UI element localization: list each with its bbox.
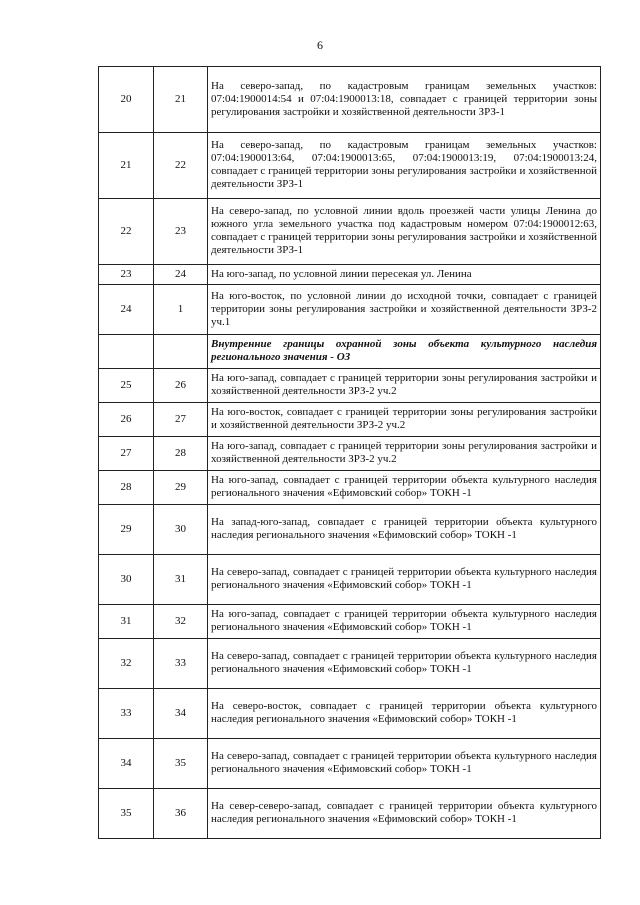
point-to: 34	[154, 689, 208, 739]
point-from: 20	[99, 67, 154, 133]
boundary-description: На юго-запад, по условной линии пересекая ул. Ленина	[208, 265, 601, 285]
point-from: 34	[99, 739, 154, 789]
point-to: 32	[154, 605, 208, 639]
table-row	[99, 67, 601, 133]
section-heading-row	[99, 335, 601, 369]
boundary-description: На юго-восток, по условной линии до исходной точки, совпадает с границей территории зоны регулирования застройки и хозяйственной деятельности ЗРЗ-2 уч.1	[208, 285, 601, 335]
table-row	[99, 689, 601, 739]
boundary-description: На юго-восток, совпадает с границей территории зоны регулирования застройки и хозяйственной деятельности ЗРЗ-2 уч.2	[208, 403, 601, 437]
point-to: 30	[154, 505, 208, 555]
point-to: 35	[154, 739, 208, 789]
point-from: 24	[99, 285, 154, 335]
boundary-description: На северо-запад, по кадастровым границам земельных участков: 07:04:1900013:64, 07:04:1900013:65, 07:04:1900013:19, 07:04:1900013:24, совпадает с границей территории зоны регулирования застройки и хозяйственной деятельности ЗРЗ-1	[208, 133, 601, 199]
boundary-description: На северо-запад, по условной линии вдоль проезжей части улицы Ленина до южного угла земельного участка под кадастровым номером 07:04:1900012:63, совпадает с границей территории зоны регулирования застройки и хозяйственной деятельности ЗРЗ-1	[208, 199, 601, 265]
point-to: 23	[154, 199, 208, 265]
point-from	[99, 335, 154, 369]
table-row	[99, 369, 601, 403]
point-from: 31	[99, 605, 154, 639]
point-to: 33	[154, 639, 208, 689]
point-to: 1	[154, 285, 208, 335]
point-from: 21	[99, 133, 154, 199]
point-to: 31	[154, 555, 208, 605]
point-to: 36	[154, 789, 208, 839]
boundary-description: На юго-запад, совпадает с границей территории объекта культурного наследия регионального значения «Ефимовский собор» ТОКН -1	[208, 605, 601, 639]
boundary-table	[98, 66, 601, 839]
boundary-description: На юго-запад, совпадает с границей территории зоны регулирования застройки и хозяйственной деятельности ЗРЗ-2 уч.2	[208, 369, 601, 403]
boundary-description: На северо-запад, совпадает с границей территории объекта культурного наследия регионального значения «Ефимовский собор» ТОКН -1	[208, 739, 601, 789]
point-from: 26	[99, 403, 154, 437]
table-row	[99, 639, 601, 689]
table-row	[99, 555, 601, 605]
table-row	[99, 471, 601, 505]
point-from: 35	[99, 789, 154, 839]
table-row	[99, 403, 601, 437]
section-heading: Внутренние границы охранной зоны объекта культурного наследия регионального значения - ОЗ	[208, 335, 601, 369]
point-from: 30	[99, 555, 154, 605]
table-row	[99, 605, 601, 639]
point-to: 26	[154, 369, 208, 403]
table-row	[99, 199, 601, 265]
table-row	[99, 265, 601, 285]
table-row	[99, 437, 601, 471]
boundary-description: На северо-запад, по кадастровым границам земельных участков: 07:04:1900014:54 и 07:04:1900013:18, совпадает с границей территории зоны регулирования застройки и хозяйственной деятельности ЗРЗ-1	[208, 67, 601, 133]
point-from: 25	[99, 369, 154, 403]
point-from: 23	[99, 265, 154, 285]
point-to: 28	[154, 437, 208, 471]
point-from: 32	[99, 639, 154, 689]
point-from: 29	[99, 505, 154, 555]
boundary-description: На запад-юго-запад, совпадает с границей территории объекта культурного наследия регионального значения «Ефимовский собор» ТОКН -1	[208, 505, 601, 555]
boundary-description: На северо-запад, совпадает с границей территории объекта культурного наследия регионального значения «Ефимовский собор» ТОКН -1	[208, 555, 601, 605]
table-row	[99, 739, 601, 789]
point-from: 33	[99, 689, 154, 739]
table-row	[99, 789, 601, 839]
point-to: 27	[154, 403, 208, 437]
point-to: 24	[154, 265, 208, 285]
point-from: 27	[99, 437, 154, 471]
table-row	[99, 505, 601, 555]
boundary-description: На северо-запад, совпадает с границей территории объекта культурного наследия регионального значения «Ефимовский собор» ТОКН -1	[208, 639, 601, 689]
point-from: 22	[99, 199, 154, 265]
point-to	[154, 335, 208, 369]
point-to: 29	[154, 471, 208, 505]
point-from: 28	[99, 471, 154, 505]
table-row	[99, 285, 601, 335]
point-to: 22	[154, 133, 208, 199]
table-row	[99, 133, 601, 199]
boundary-description: На юго-запад, совпадает с границей территории зоны регулирования застройки и хозяйственной деятельности ЗРЗ-2 уч.2	[208, 437, 601, 471]
point-to: 21	[154, 67, 208, 133]
boundary-description: На юго-запад, совпадает с границей территории объекта культурного наследия регионального значения «Ефимовский собор» ТОКН -1	[208, 471, 601, 505]
boundary-description: На северо-восток, совпадает с границей территории объекта культурного наследия регионального значения «Ефимовский собор» ТОКН -1	[208, 689, 601, 739]
page-number: 6	[317, 38, 323, 52]
boundary-description: На север-северо-запад, совпадает с границей территории объекта культурного наследия регионального значения «Ефимовский собор» ТОКН -1	[208, 789, 601, 839]
